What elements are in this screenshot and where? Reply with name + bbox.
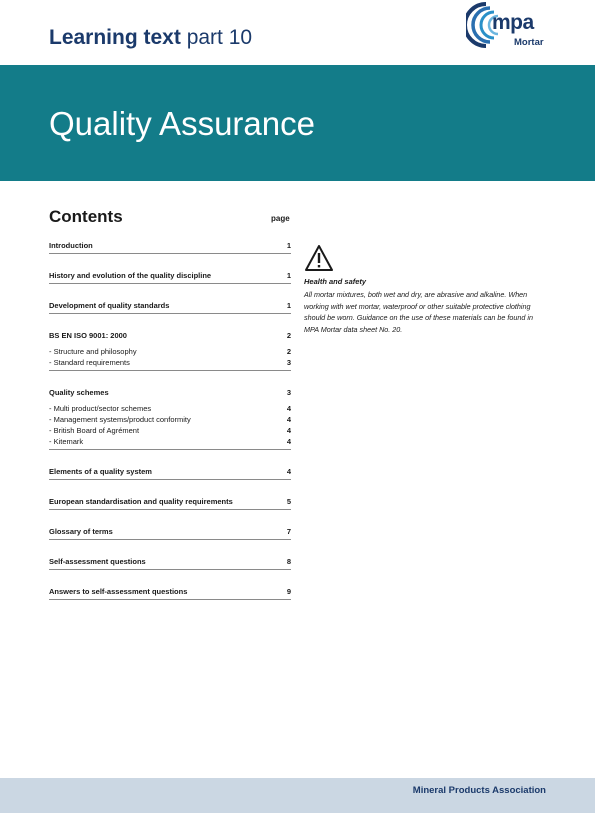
toc-subentry-title: - Management systems/product conformity [49, 414, 191, 425]
toc-section [49, 527, 291, 540]
toc-entry-title: European standardisation and quality requirements [49, 497, 233, 506]
toc-section [49, 301, 291, 314]
toc-entry[interactable] [49, 467, 291, 477]
toc-subentry[interactable] [49, 346, 291, 357]
toc-entry[interactable] [49, 557, 291, 567]
toc-entry-page: 1 [286, 301, 291, 310]
toc-entry-title: History and evolution of the quality discipline [49, 271, 212, 280]
mpa-logo [466, 0, 556, 52]
toc-section [49, 331, 291, 371]
toc-subentry-page: 4 [286, 426, 291, 435]
page-column-label: page [271, 214, 290, 223]
toc-section [49, 271, 291, 284]
series-title-part: part 10 [186, 26, 253, 49]
toc-entry-title: Elements of a quality system [49, 467, 152, 476]
toc-entry-title: Self-assessment questions [49, 557, 146, 566]
contents-heading: Contents [49, 207, 123, 226]
toc-entry[interactable] [49, 241, 291, 251]
table-of-contents [49, 241, 291, 617]
toc-section [49, 467, 291, 480]
toc-entry-page: 5 [286, 497, 291, 506]
toc-entry-title: BS EN ISO 9001: 2000 [49, 331, 127, 340]
footer-bar [0, 778, 595, 813]
toc-entry-page: 8 [286, 557, 291, 566]
toc-section [49, 587, 291, 600]
toc-entry-title: Glossary of terms [49, 527, 113, 536]
toc-entry[interactable] [49, 527, 291, 537]
toc-entry[interactable] [49, 587, 291, 597]
toc-section [49, 388, 291, 450]
health-safety-title: Health and safety [304, 277, 367, 286]
document-series-title [49, 26, 252, 50]
toc-entry-title: Quality schemes [49, 388, 109, 397]
warning-triangle-icon [304, 244, 334, 272]
toc-entry-page: 3 [286, 388, 291, 397]
toc-entry-title: Development of quality standards [49, 301, 170, 310]
toc-subentry[interactable] [49, 414, 291, 425]
toc-subentry-page: 4 [286, 415, 291, 424]
toc-section [49, 497, 291, 510]
toc-entry-page: 1 [286, 271, 291, 280]
toc-subentry[interactable] [49, 403, 291, 414]
footer-organisation: Mineral Products Association [412, 785, 546, 796]
toc-entry-title: Answers to self-assessment questions [49, 587, 188, 596]
toc-subentry-title: - Structure and philosophy [49, 346, 137, 357]
toc-entry-title: Introduction [49, 241, 93, 250]
toc-entry[interactable] [49, 331, 291, 341]
toc-entry[interactable] [49, 388, 291, 398]
toc-subentry-page: 3 [286, 358, 291, 367]
toc-subentry[interactable] [49, 357, 291, 368]
toc-entry-page: 7 [286, 527, 291, 536]
title-banner [0, 65, 595, 181]
toc-subentry-title: - British Board of Agrément [49, 425, 139, 436]
health-safety-text: All mortar mixtures, both wet and dry, are abrasive and alkaline. When working with wet mortar, waterproof or other suitable protective clothing should be worn. Guidance on the use of these materials can be found in MPA Mortar data sheet No. 20. [304, 290, 533, 334]
toc-subentry-title: - Standard requirements [49, 357, 130, 368]
toc-entry-page: 2 [286, 331, 291, 340]
toc-entry[interactable] [49, 497, 291, 507]
toc-subentry-title: - Kitemark [49, 436, 83, 447]
toc-subentry-page: 4 [286, 437, 291, 446]
toc-entry[interactable] [49, 301, 291, 311]
toc-subentry[interactable] [49, 425, 291, 436]
toc-entry-page: 9 [286, 587, 291, 596]
toc-subentry-page: 4 [286, 404, 291, 413]
toc-subentry[interactable] [49, 436, 291, 447]
logo-subtitle: Mortar [514, 37, 544, 48]
toc-section [49, 557, 291, 570]
toc-subentry-page: 2 [286, 347, 291, 356]
toc-entry-page: 1 [286, 241, 291, 250]
health-safety-notice [304, 244, 536, 335]
toc-subentry-title: - Multi product/sector schemes [49, 403, 151, 414]
series-title-bold: Learning text [49, 26, 181, 49]
toc-entry-page: 4 [286, 467, 291, 476]
toc-section [49, 241, 291, 254]
page-title: Quality Assurance [49, 105, 315, 142]
logo-name: mpa [492, 11, 534, 34]
toc-entry[interactable] [49, 271, 291, 281]
